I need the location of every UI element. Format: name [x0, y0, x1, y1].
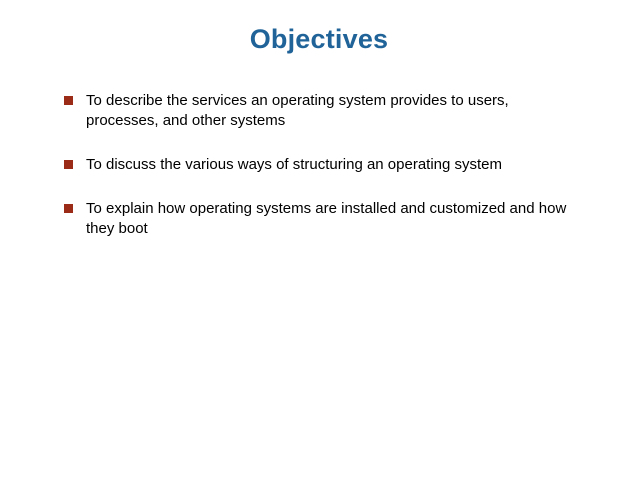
bullet-item [64, 91, 584, 131]
bullet-item [64, 155, 584, 175]
square-bullet-icon [64, 160, 73, 169]
bullet-text: To explain how operating systems are installed and customized and how they boot [86, 200, 567, 237]
bullet-text: To describe the services an operating system provides to users, processes, and other systems [86, 92, 509, 129]
bullet-item [64, 199, 584, 239]
bullet-list [64, 91, 584, 263]
square-bullet-icon [64, 96, 73, 105]
slide-title: Objectives [249, 24, 389, 54]
bullet-text: To discuss the various ways of structuring an operating system [86, 156, 503, 173]
square-bullet-icon [64, 204, 73, 213]
